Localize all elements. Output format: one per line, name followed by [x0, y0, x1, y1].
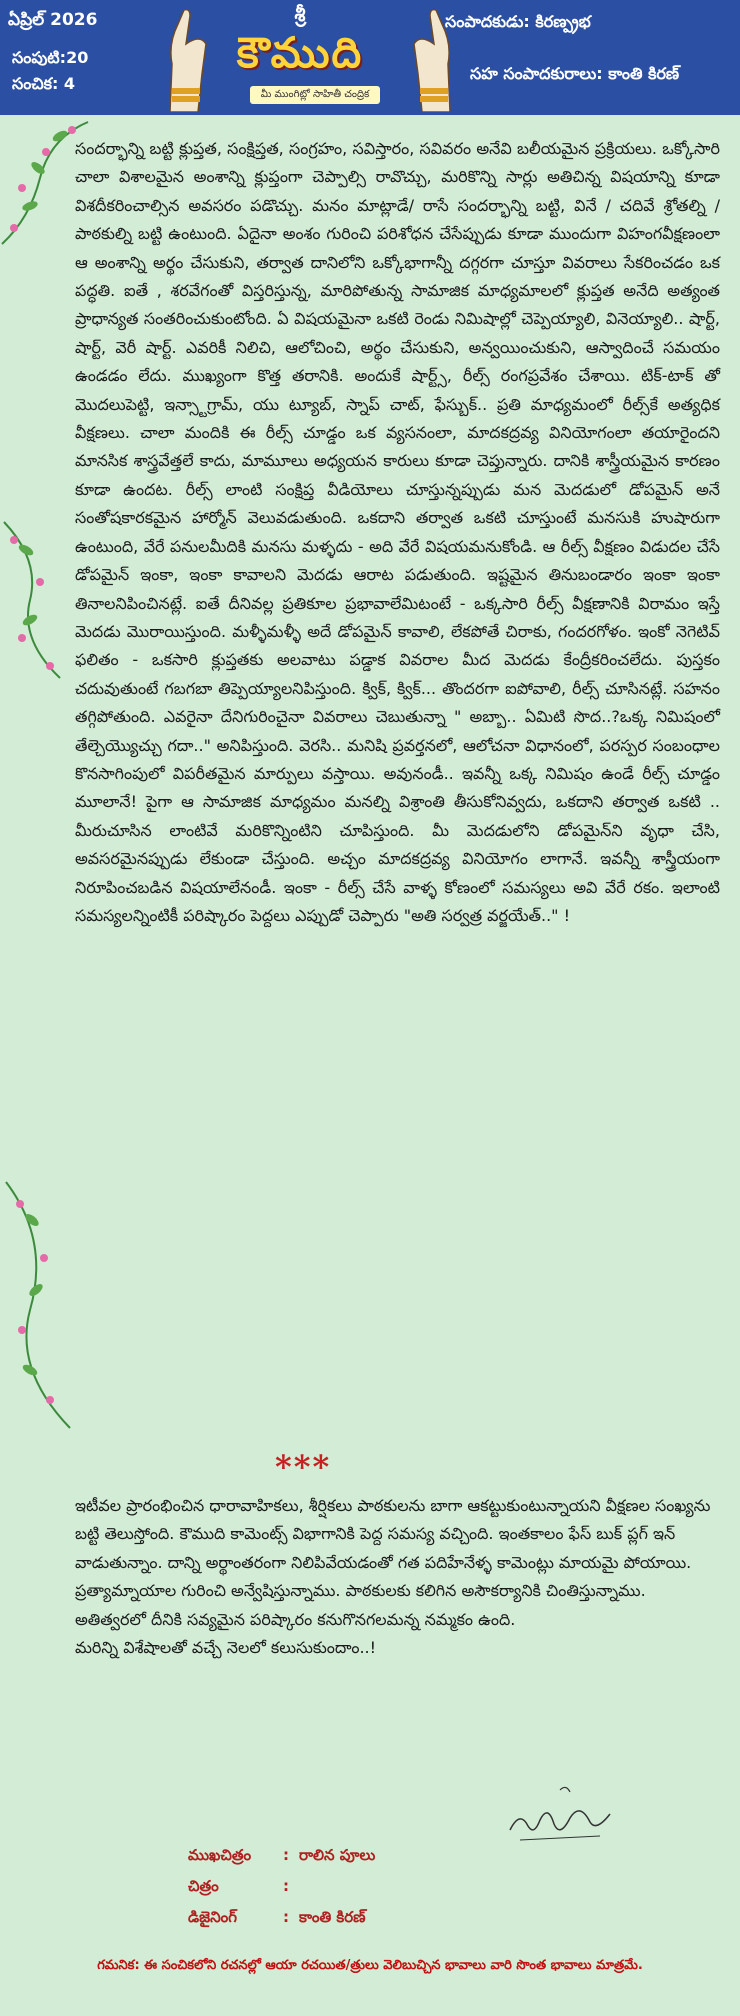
editorial-body [75, 135, 720, 930]
issue-date: ఏప్రిల్ 2026 [8, 10, 98, 30]
editor-credit: సంపాదకుడు: కిరణ్ప్రభ [445, 12, 591, 31]
flower-vine-middle-icon [0, 520, 70, 680]
co-editor-credit: సహ సంపాదకురాలు: కాంతి కిరణ్ [470, 64, 680, 83]
credit-label: చిత్రం [188, 1877, 219, 1895]
credit-row-illustration [188, 1871, 375, 1902]
credit-row-design [188, 1902, 375, 1933]
logo-tagline: మీ ముంగిట్లో సాహితీ చంద్రిక [250, 86, 380, 104]
credits-block [188, 1840, 375, 1933]
credit-separator: : [283, 1877, 289, 1895]
logo-title: కౌముది [236, 28, 364, 77]
credit-row-cover [188, 1840, 375, 1871]
editorial-paragraph: సందర్భాన్ని బట్టి క్లుప్తత, సంక్షిప్తత, సంగ్రహం, సవిస్తారం, సవివరం అనేవి బలీయమైన ప్రక్రియలు. ఒక్కోసారి చాలా విశాలమైన అంశాన్ని క్లుప్తంగా చెప్పాల్సి రావొచ్చు, మరికొన్ని సార్లు అతిచిన్న విషయాన్ని కూడా విశదీకరించాల్సిన అవసరం పడొచ్చు. మనం మాట్లాడే/ రాసే సందర్భాన్ని బట్టి, వినే / చదివే శ్రోతల్ని / పాఠకుల్ని బట్టి ఉంటుంది. ఏదైనా అంశం గురించి పరిశోధన చేసేప్పుడు కూడా ముందుగా విహంగవీక్షణంలా ఆ అంశాన్ని అర్థం చేసుకుని, తర్వాత దానిలోని ఒక్కోభాగాన్నీ దగ్గరగా చూస్తూ వివరాలు సేకరించడం ఒక పద్ధతి. ఐతే , శరవేగంతో విస్తరిస్తున్న, మారిపోతున్న సామాజిక మాధ్యమాలలో క్లుప్తత అనేది అత్యంత ప్రాధాన్యత సంతరించుకుంటోంది. ఏ విషయమైనా ఒకటి రెండు నిమిషాల్లో చెప్పెయ్యాలి, వినెయ్యాలి.. షార్ట్, షార్ట్, వెరీ షార్ట్. ఎవరికీ నిలిచి, ఆలోచించి, అర్థం చేసుకుని, అన్వయించుకుని, ఆస్వాదించే సమయం ఉండడం లేదు. ముఖ్యంగా కొత్త తరానికి. అందుకే షార్ట్స్, రీల్స్ రంగప్రవేశం చేశాయి. టిక్-టాక్ తో మొదలుపెట్టి, ఇన్స్టాగ్రామ్, యు ట్యూబ్, స్నాప్ చాట్, ఫేస్బుక్.. ప్రతి మాధ్యమంలో రీల్స్‌కే అత్యధిక వీక్షణలు. చాలా మందికి ఈ రీల్స్ చూడ్డం ఒక వ్యసనంలా, మాదకద్రవ్య వినియోగంలా తయారైందని మానసిక శాస్త్రవేత్తలే కాదు, మామూలు అధ్యయన కారులు కూడా చెప్తున్నారు. దానికి శాస్త్రీయమైన కారణం కూడా ఉందట. రీల్స్ లాంటి సంక్షిప్త వీడియోలు చూస్తున్నప్పుడు మన మెదడులో డోపమైన్ అనే సంతోషకారకమైన హార్మోన్ వెలువడుతుంది. ఒకదాని తర్వాత ఒకటి చూస్తుంటే మనసుకి హుషారుగా ఉంటుంది, వేరే పనులమీదికి మనసు మళ్ళదు - అది వేరే విషయమనుకోండి. ఆ రీల్స్ వీక్షణం విడుదల చేసే డోపమైన్ ఇంకా, ఇంకా కావాలని మెదడు ఆరాట పడుతుంది. ఇష్టమైన తినుబండారం ఇంకా ఇంకా తినాలనిపించినట్లే. ఐతే దీనివల్ల ప్రతికూల ప్రభావాలేమిటంటే - ఒక్కసారి రీల్స్ వీక్షణానికి విరామం ఇస్తే మెదడు మొరాయిస్తుంది. మళ్ళీమళ్ళీ అదే డోపమైన్ కావాలి, లేకపోతే చిరాకు, గందరగోళం. ఇంకో నెగెటివ్ ఫలితం - ఒకసారి క్లుప్తతకు అలవాటు పడ్డాక వివరాల మీద మెదడు కేంద్రీకరించలేదు. పుస్తకం చదువుతుంటే గబగబా తిప్పెయ్యాలనిపిస్తుంది. క్విక్, క్విక్... తొందరగా ఐపోవాలి, రీల్స్ చూసినట్లే. సహనం తగ్గిపోతుంది. ఎవరైనా దేనిగురించైనా వివరాలు చెబుతున్నా " అబ్బా.. ఏమిటి సొద..?ఒక్క నిమిషంలో తేల్చెయ్యొచ్చు గదా.." అనిపిస్తుంది. వెరసి.. మనిషి ప్రవర్తనలో, ఆలోచనా విధానంలో, పరస్పర సంబంధాల కొనసాగింపులో విపరీతమైన మార్పులు వస్తాయి. అవునండీ.. ఇవన్నీ ఒక్క నిమిషం ఉండే రీల్స్ చూడ్డం మూలానే! పైగా ఆ సామాజిక మాధ్యమం మనల్ని విశ్రాంతి తీసుకోనివ్వదు, ఒకదాని తర్వాత ఒకటి .. మీరుచూసిన లాంటివే మరికొన్నింటిని చూపిస్తుంది. మీ మెదడులోని డోపమైన్‌ని వృధా చేసి, అవసరమైనప్పుడు లేకుండా చేస్తుంది. అచ్చం మాదకద్రవ్య వినియోగం లాగానే. ఇవన్నీ శాస్త్రీయంగా నిరూపించబడిన విషయాలేనండీ. ఇంకా - రీల్స్ చేసే వాళ్ళ కోణంలో సమస్యలు అవి వేరే రకం. ఇలాంటి సమస్యలన్నింటికీ పరిష్కారం పెద్దలు ఎప్పుడో చెప్పారు "అతి సర్వత్ర వర్జయేత్.." ! [75, 139, 720, 925]
credit-label: ముఖచిత్రం [188, 1846, 252, 1864]
disclaimer-note: గమనిక: ఈ సంచికలోని రచనల్లో ఆయా రచయిత/త్రులు వెలిబుచ్చిన భావాలు వారి సొంత భావాలు మాత్రమే. [97, 1958, 643, 1973]
issue-number: సంచిక: 4 [12, 74, 76, 93]
credit-label: డిజైనింగ్ [188, 1908, 237, 1926]
credit-separator: : [283, 1846, 289, 1864]
volume-number: సంపుటి:20 [12, 48, 89, 67]
magazine-logo [160, 0, 440, 115]
credit-separator: : [283, 1908, 289, 1926]
signature-scribble-icon [500, 1780, 620, 1850]
announcement-paragraph: ఇటీవల ప్రారంభించిన ధారావాహికలు, శీర్షికలు పాఠకులను బాగా ఆకట్టుకుంటున్నాయని వీక్షణల సంఖ్యను బట్టి తెలుస్తోంది. కౌముది కామెంట్స్ విభాగానికి పెద్ద సమస్య వచ్చింది. ఇంతకాలం ఫేస్ బుక్ ప్లగ్ ఇన్ వాడుతున్నాం. దాన్ని అర్థాంతరంగా నిలిపివేయడంతో గత పదిహేనేళ్ళ కామెంట్లు మాయమై పోయాయి. ప్రత్యామ్నాయాల గురించి అన్వేషిస్తున్నాము. పాఠకులకు కలిగిన అసౌకర్యానికి చింతిస్తున్నాము. అతిత్వరలో దీనికి సవ్యమైన పరిష్కారం కనుగొనగలమన్న నమ్మకం ఉంది. [75, 1496, 711, 1629]
credit-value: కాంతి కిరణ్ [299, 1908, 366, 1926]
flower-vine-bottom-icon [0, 1180, 80, 1430]
credit-value: రాలిన పూలు [299, 1846, 376, 1864]
masthead [0, 0, 740, 115]
editor-signature [500, 1780, 620, 1850]
announcement-body [75, 1492, 720, 1662]
logo-shri: శ్రీ [294, 2, 306, 26]
closing-line: మరిన్ని విశేషాలతో వచ్చే నెలలో కలుసుకుందాం..! [75, 1638, 377, 1658]
section-separator: *** [275, 1448, 332, 1486]
